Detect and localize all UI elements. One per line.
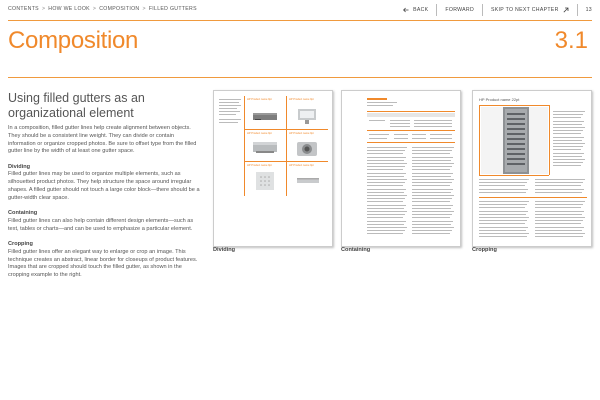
text-line [479,201,529,202]
text-line [412,176,451,177]
text-line [479,204,527,205]
table-cell [390,123,410,124]
top-bar [0,0,600,20]
breadcrumb-how-we-look[interactable]: HOW WE LOOK [48,6,90,12]
text-line [479,185,525,186]
skip-to-next-chapter-button[interactable] [482,4,577,16]
section-dividing [8,164,203,203]
text-line [219,122,238,123]
text-line [367,230,405,231]
text-line [412,182,452,183]
text-line [367,217,403,218]
text-line [479,236,527,237]
product-label: HP Product name 9pt [247,98,272,101]
text-line [535,207,581,208]
text-line [412,217,450,218]
product-label: HP Product name 9pt [247,164,272,167]
text-line [412,153,450,154]
section-heading: Cropping [8,241,33,248]
section-cropping [8,241,203,280]
text-line [412,201,450,202]
table-cell [412,134,426,135]
text-line [367,166,405,167]
text-line [367,153,403,154]
section-containing [8,210,203,233]
text-line [535,192,582,193]
text-line [553,121,584,122]
text-line [412,147,454,148]
text-line [367,176,404,177]
text-line [479,214,526,215]
table-cell [390,126,410,127]
filled-gutter-line [244,129,328,130]
breadcrumb-separator: > [41,6,46,12]
text-line [219,108,237,109]
text-line [367,185,403,186]
text-line [412,192,451,193]
section-text: Filled gutter lines can also help contain different design elements—such as text, tables or charts—and can be used to emphasize a particular element. [8,217,194,232]
text-line [553,137,584,138]
intro-paragraph: In a composition, filled gutter lines help create alignment between objects. They should be a consistent line weight. They can divide or contain information or organize cropped photos. Be sure to offset type from the filled gutter line by the width of at least one gutter space. [8,125,197,155]
text-line [535,185,581,186]
text-line [412,227,454,228]
table-cell [394,138,408,139]
server-rack-photo [481,107,548,174]
back-label: BACK [413,7,429,13]
text-line [367,224,404,225]
dividing-example-thumbnail[interactable] [213,90,333,247]
filled-gutter-line [244,161,328,162]
filled-gutter-line [479,105,480,175]
text-line [367,105,393,106]
forward-button[interactable] [436,4,482,16]
text-line [479,182,527,183]
text-line [367,189,406,190]
text-line [553,114,583,115]
section-heading: Dividing [8,163,31,170]
product-label: HP Product name 9pt [289,164,314,167]
text-line [553,111,585,112]
text-line [367,160,404,161]
text-line [535,204,583,205]
text-line [412,166,452,167]
text-line [535,233,585,234]
filled-gutter-line [479,197,587,198]
text-line [553,130,583,131]
text-line [535,211,584,212]
text-line [412,163,454,164]
text-line [479,217,529,218]
section-text: Filled gutter lines may be used to organize multiple elements, such as silhouetted product photos. They help structure the space around irregular shapes. A filled gutter should not touch a large color block—there should be a gutter-width clear space. [8,171,200,201]
text-line [535,182,583,183]
dividing-caption: Dividing [213,247,236,253]
text-line [367,173,406,174]
text-line [367,147,407,148]
text-line [367,198,405,199]
product-label: HP Product name 9pt [247,132,272,135]
monitor-photo [294,105,320,127]
camera-photo [294,137,320,159]
cropping-caption: Cropping [472,247,497,253]
back-button[interactable] [395,4,436,16]
text-line [412,214,452,215]
table-cell [369,120,385,121]
text-line [535,217,585,218]
text-line [479,179,529,180]
text-line [367,214,405,215]
text-line [535,189,584,190]
text-line [412,208,451,209]
text-line [553,143,585,144]
text-line [553,127,585,128]
text-line [412,198,452,199]
text-line [412,221,453,222]
text-line [553,153,584,154]
text-line [553,140,582,141]
section-text: Filled gutter lines offer an elegant way to enlarge or crop an image. This technique creates an abstract, linear border for closeups of product features. Images that are cropped should touch the filled gutter, as shown in the cropping example to the right. [8,248,198,279]
text-line [367,150,405,151]
text-line [553,165,581,166]
text-line [479,211,528,212]
table-cell [412,138,426,139]
filled-gutter-line [367,111,455,112]
text-line [367,102,397,103]
table-cell [414,123,452,124]
text-line [367,201,403,202]
text-line [367,211,407,212]
breadcrumb [8,6,197,12]
header-accent [367,98,387,100]
text-line [412,205,453,206]
text-line [553,117,581,118]
text-line [412,173,453,174]
text-line [367,221,406,222]
section-heading: Containing [8,210,38,217]
table-cell [430,134,452,135]
table-cell [394,134,408,135]
text-line [219,99,241,100]
text-line [412,160,451,161]
text-line [535,214,582,215]
table-cell [369,134,389,135]
text-line [479,220,527,221]
text-line [553,133,581,134]
notebook-photo [294,171,322,189]
text-line [367,182,405,183]
text-line [219,111,240,112]
filled-gutter-line [367,142,455,143]
arrow-up-right-icon [563,7,569,13]
text-line [535,236,583,237]
text-line [412,185,450,186]
text-line [219,102,239,103]
text-line [367,157,406,158]
text-line [412,150,452,151]
top-rule [8,20,592,21]
containing-example-thumbnail[interactable] [341,90,461,247]
device-photo [252,169,278,193]
forward-label: FORWARD [445,7,475,13]
filled-gutter-line [244,96,245,196]
product-label: HP Product name 9pt [289,132,314,135]
text-line [479,207,525,208]
text-line [412,179,454,180]
text-line [479,223,525,224]
text-line [553,124,582,125]
cropping-example-thumbnail[interactable] [472,90,592,247]
text-line [535,201,585,202]
text-line [479,227,528,228]
page-navigation [395,4,596,16]
text-line [412,233,450,234]
filled-gutter-line [286,96,287,196]
text-line [553,159,585,160]
section-number: 3.1 [554,27,588,54]
table-cell [430,138,452,139]
printer-photo [250,138,280,158]
text-line [367,192,404,193]
arrow-left-icon [403,7,409,13]
text-line [535,227,584,228]
text-line [367,227,407,228]
text-line [367,163,407,164]
text-line [535,230,582,231]
page-number: 13 [577,4,596,16]
table-cell [414,120,452,121]
text-line [412,189,453,190]
text-line [367,205,406,206]
text-line [367,179,407,180]
text-line [553,149,581,150]
filled-gutter-line [367,130,455,131]
text-line [412,224,451,225]
product-label: HP Product name 9pt [289,98,314,101]
breadcrumb-filled-gutters: FILLED GUTTERS [148,6,197,12]
breadcrumb-contents[interactable]: CONTENTS [8,6,39,12]
text-line [412,211,454,212]
text-line [412,169,450,170]
title-rule [8,77,592,78]
breadcrumb-composition[interactable]: COMPOSITION [99,6,140,12]
filled-gutter-line [479,105,549,106]
filled-gutter-line [549,105,550,175]
table-cell [414,126,452,127]
filled-gutter-line [479,175,549,176]
page-title: Composition [8,27,139,54]
text-line [553,146,583,147]
containing-caption: Containing [341,247,371,253]
table-cell [369,138,387,139]
text-line [479,230,526,231]
text-line [553,156,582,157]
text-line [367,233,403,234]
table-cell [390,120,410,121]
text-line [479,189,528,190]
text-line [412,195,454,196]
text-line [219,114,236,115]
text-line [367,195,407,196]
text-line [479,233,529,234]
text-line [367,208,404,209]
subheading: Using filled gutters as an organizational element [8,91,145,120]
text-line [219,119,241,120]
breadcrumb-separator: > [92,6,97,12]
text-line [535,223,581,224]
table-header [367,113,455,117]
text-line [535,220,583,221]
text-line [412,157,453,158]
laptop-photo [250,107,280,125]
text-line [553,162,583,163]
text-line [219,105,241,106]
text-line [535,179,585,180]
crop-product-title: HP Product name 22pt [479,97,520,102]
breadcrumb-separator: > [142,6,146,12]
text-line [367,169,403,170]
body-text [8,125,203,288]
text-line [412,230,452,231]
skip-label: SKIP TO NEXT CHAPTER [491,7,559,13]
text-line [479,192,526,193]
